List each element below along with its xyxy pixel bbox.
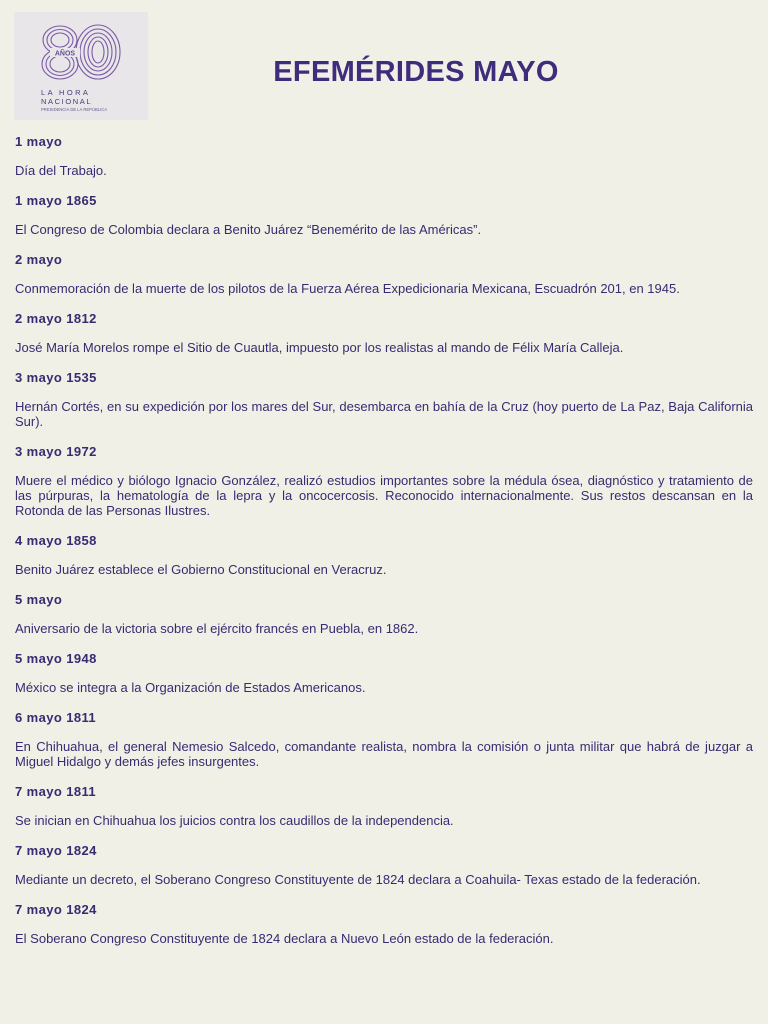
entry-date: 3 mayo 1972 (15, 444, 97, 459)
entry-date: 4 mayo 1858 (15, 533, 97, 548)
logo-line2: NACIONAL (41, 97, 93, 106)
la-hora-nacional-logo (14, 12, 148, 120)
entry-text: El Congreso de Colombia declara a Benito Juárez “Benemérito de las Américas”. (15, 222, 482, 237)
entry-text: En Chihuahua, el general Nemesio Salcedo, comandante realista, nombra la comisión o junta militar que habrá de juzgar a Miguel Hidalgo y demás jefes insurgentes. (15, 739, 753, 769)
logo-anos-text: AÑOS (54, 50, 76, 58)
entry-date: 5 mayo (15, 592, 63, 607)
entry-date: 5 mayo 1948 (15, 651, 97, 666)
entry-text: Se inician en Chihuahua los juicios contra los caudillos de la independencia. (15, 813, 454, 828)
logo-line3: PRESIDENCIA DE LA REPÚBLICA (41, 107, 108, 112)
logo-line1: LA HORA (41, 88, 91, 97)
entry-date: 7 mayo 1824 (15, 843, 97, 858)
logo (14, 12, 148, 120)
entry-text: José María Morelos rompe el Sitio de Cuautla, impuesto por los realistas al mando de Félix María Calleja. (15, 340, 624, 355)
entry-date: 2 mayo (15, 252, 63, 267)
entry-date: 7 mayo 1824 (15, 902, 97, 917)
entry-date: 1 mayo (15, 134, 63, 149)
entry-text: El Soberano Congreso Constituyente de 1824 declara a Nuevo León estado de la federación. (15, 931, 554, 946)
entry-text: Día del Trabajo. (15, 163, 107, 178)
entry-text: México se integra a la Organización de Estados Americanos. (15, 680, 366, 695)
entry-text: Mediante un decreto, el Soberano Congreso Constituyente de 1824 declara a Coahuila- Texas estado de la federación. (15, 872, 701, 887)
page-title: EFEMÉRIDES MAYO (273, 56, 559, 88)
entries-list (15, 134, 753, 961)
entry-date: 7 mayo 1811 (15, 784, 97, 799)
entry-text: Aniversario de la victoria sobre el ejército francés en Puebla, en 1862. (15, 621, 419, 636)
entry-date: 6 mayo 1811 (15, 710, 97, 725)
entry-text: Conmemoración de la muerte de los pilotos de la Fuerza Aérea Expedicionaria Mexicana, Escuadrón 201, en 1945. (15, 281, 680, 296)
entry-date: 2 mayo 1812 (15, 311, 97, 326)
entry-text: Benito Juárez establece el Gobierno Constitucional en Veracruz. (15, 562, 387, 577)
entry-text: Hernán Cortés, en su expedición por los mares del Sur, desembarca en bahía de la Cruz (hoy puerto de La Paz, Baja California Sur). (15, 399, 753, 429)
entry-date: 3 mayo 1535 (15, 370, 97, 385)
entry-date: 1 mayo 1865 (15, 193, 97, 208)
entry-text: Muere el médico y biólogo Ignacio González, realizó estudios importantes sobre la médula ósea, diagnóstico y tratamiento de las púrpuras, la hematología de la lepra y la oncocercosis. Reconocido internacionalmente. Sus restos descansan en la Rotonda de las Personas Ilustres. (15, 473, 753, 518)
